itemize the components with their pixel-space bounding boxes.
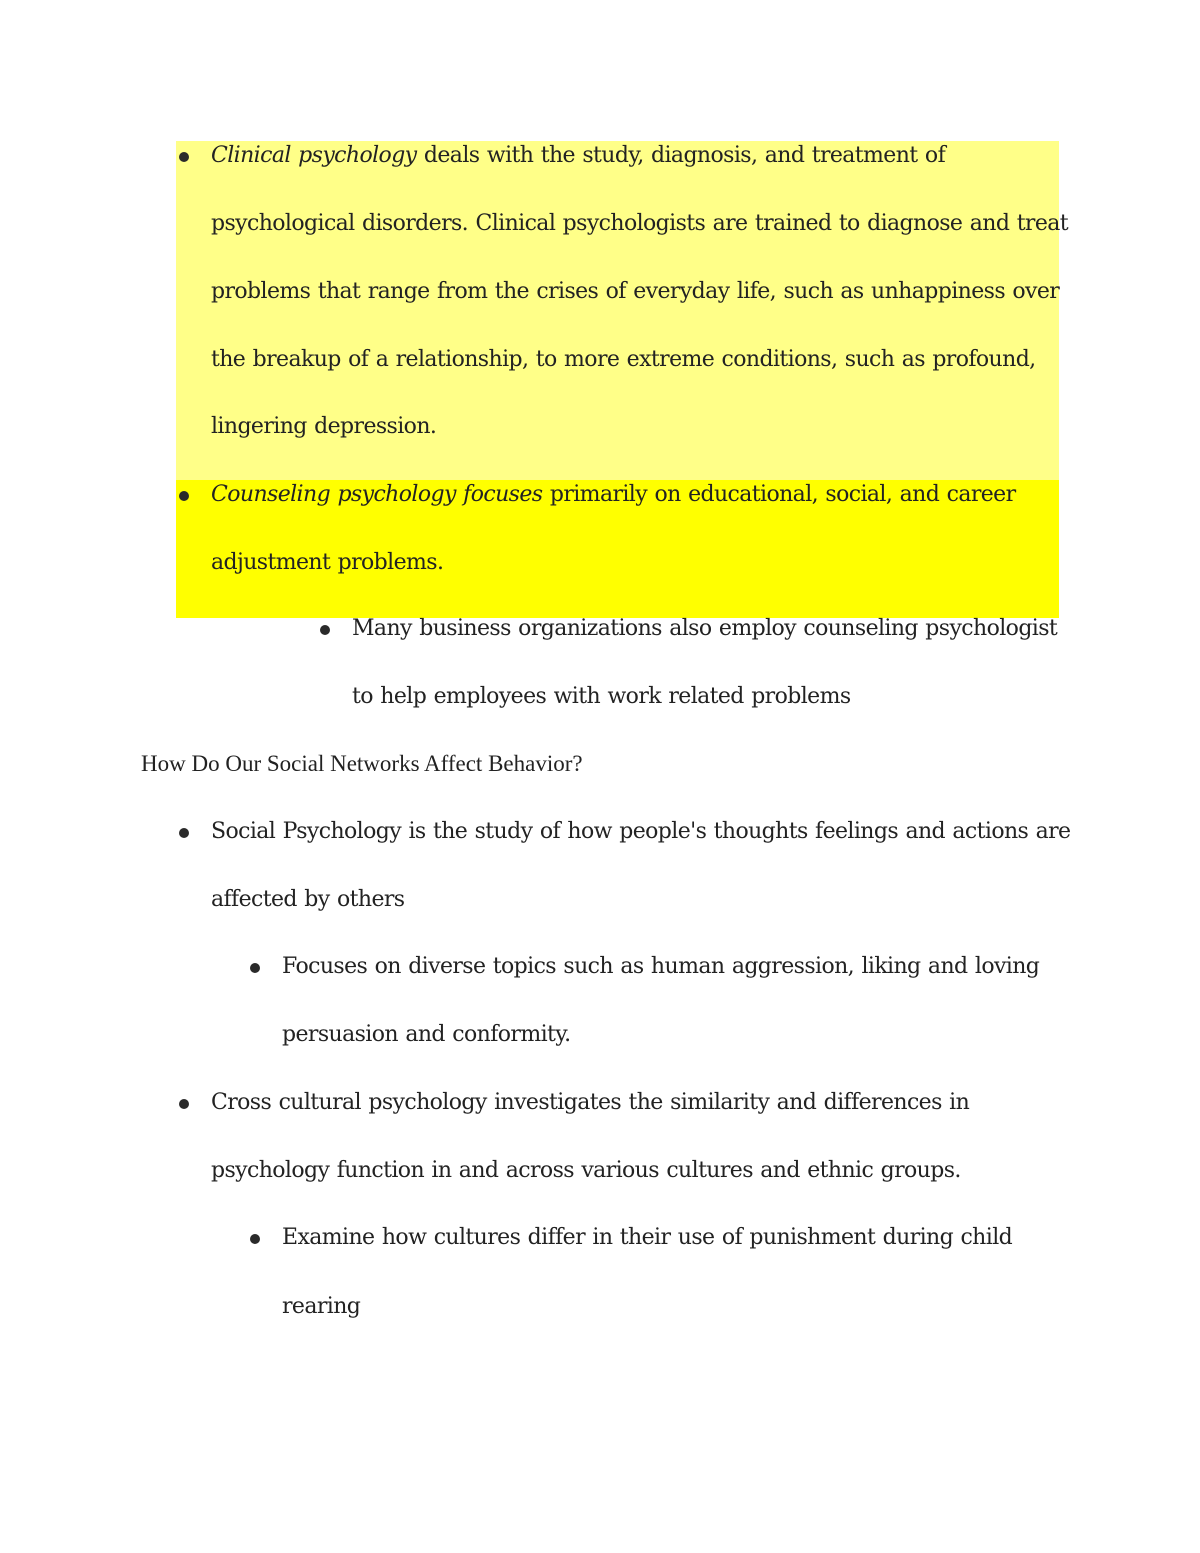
social-line-2: affected by others	[211, 887, 405, 912]
cross-line-1: Cross cultural psychology investigates the similarity and differences in	[211, 1090, 970, 1115]
bullet-icon	[179, 152, 189, 162]
clinical-line-4: the breakup of a relationship, to more extreme conditions, such as profound,	[211, 347, 1036, 372]
counseling-sub-line-2: to help employees with work related problems	[352, 684, 851, 709]
social-sub-line-2: persuasion and conformity.	[282, 1022, 571, 1047]
clinical-term: Clinical psychology	[211, 143, 417, 168]
social-sub-line-1: Focuses on diverse topics such as human aggression, liking and loving	[282, 954, 1040, 979]
bullet-icon	[250, 1234, 260, 1244]
counseling-term: Counseling psychology focuses	[211, 482, 543, 507]
cross-sub-line-2: rearing	[282, 1294, 361, 1319]
counseling-line-2: adjustment problems.	[211, 550, 444, 575]
clinical-line-1	[211, 141, 945, 171]
bullet-icon	[179, 1099, 189, 1109]
section-heading: How Do Our Social Networks Affect Behavior?	[141, 751, 583, 776]
bullet-icon	[320, 625, 330, 635]
clinical-line-3: problems that range from the crises of everyday life, such as unhappiness over	[211, 279, 1060, 304]
counseling-line-1	[211, 480, 1016, 510]
bullet-icon	[179, 828, 189, 838]
bullet-icon	[250, 963, 260, 973]
bullet-icon	[179, 491, 189, 501]
social-line-1: Social Psychology is the study of how people's thoughts feelings and actions are	[211, 819, 1071, 844]
cross-line-2: psychology function in and across various cultures and ethnic groups.	[211, 1158, 961, 1183]
cross-sub-line-1: Examine how cultures differ in their use of punishment during child	[282, 1225, 1013, 1250]
clinical-line-5: lingering depression.	[211, 414, 437, 439]
counseling-text-1: primarily on educational, social, and career	[542, 482, 1016, 507]
counseling-sub-line-1: Many business organizations also employ counseling psychologist	[352, 616, 1058, 641]
clinical-line-2: psychological disorders. Clinical psychologists are trained to diagnose and treat	[211, 211, 1069, 236]
clinical-text-1: deals with the study, diagnosis, and treatment of	[416, 143, 946, 168]
